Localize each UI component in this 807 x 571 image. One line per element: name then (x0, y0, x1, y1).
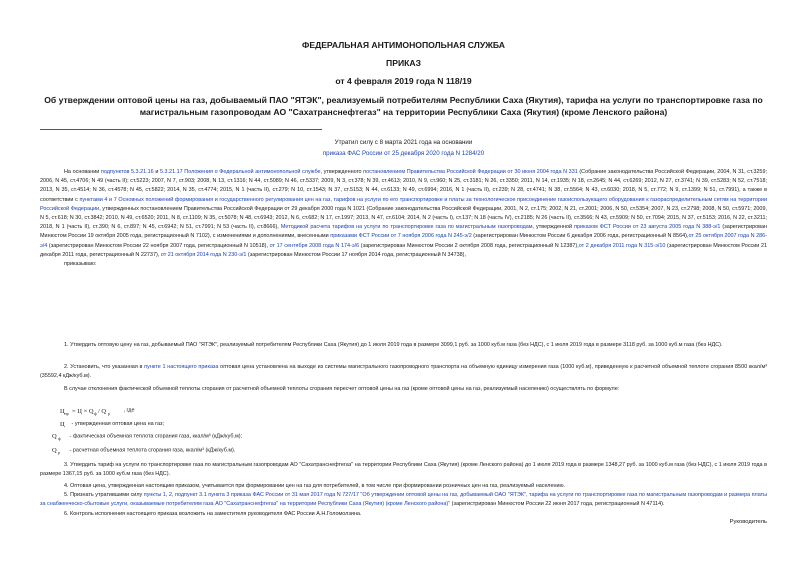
doc-type: ПРИКАЗ (386, 58, 421, 68)
svg-text:= Ц × Q: = Ц × Q (72, 408, 94, 415)
link-subparagraph-16[interactable]: подпунктов 5.3.21.16 (100, 169, 154, 175)
svg-text:Q: Q (52, 447, 57, 454)
link-fas-regulation[interactable]: 5.3.21.17 Положения о Федеральной антимонопольной службе (159, 169, 321, 175)
item-1 (40, 341, 767, 350)
preamble-text: (зарегистрирован Минюстом России 17 ноября 2014 года, регистрационный N 34738), (246, 251, 466, 258)
title-divider (40, 129, 322, 130)
link-fst-order-286[interactable]: от 25 октября 2007 года N 286-э/4 (40, 233, 767, 249)
svg-text:Q: Q (52, 433, 57, 440)
item-1-text: 1. Утвердить оптовую цену на газ, добываемый ПАО "ЯТЭК", реализуемый потребителям Республики Саха (Якутия) до 1 июля 2019 года в размере 3099,1 руб. за 1000 куб.м газа (без НДС), с 1 июля 2019 года в размере 3118 руб. за 1000 куб.м газа (без НДС). (64, 342, 723, 348)
item-5-text: , (165, 492, 169, 498)
symbol-price (60, 419, 70, 428)
item-4-text: 4. Оптовая цена, утвержденная настоящим приказом, учитывается при формировании цен на газ для потребителей, в том числе при формировании розничных цен на газ, реализуемый населению. (64, 483, 566, 489)
preamble-text: , утвержденного (320, 169, 364, 175)
preamble-text: (зарегистрирован Минюстом России 22 ноября 2007 года, регистрационный N 10518), (47, 242, 270, 249)
item-2-recalc (40, 385, 767, 394)
validity-note-line2[interactable]: приказа ФАС России от 25 декабря 2020 года N 1284/20 (322, 150, 485, 157)
svg-text:Ц: Ц (60, 408, 65, 415)
agency-name: ФЕДЕРАЛЬНАЯ АНТИМОНОПОЛЬНАЯ СЛУЖБА (302, 40, 505, 50)
preamble-text: и (153, 169, 160, 175)
item-5-text: 5. Признать утратившими силу (64, 492, 144, 498)
formula (60, 404, 134, 416)
doc-title: Об утверждении оптовой цены на газ, добываемый ПАО "ЯТЭК", реализуемый потребителям Республики Саха (Якутия), тарифа на услуги по транспортировке газа по магистральным газопроводам АО "Сахатранснефтегаз" на территории Республики Саха (Якутия) (кроме Ленского района) (44, 95, 763, 117)
link-fas-order-727[interactable]: подпункт 3.1 пункта 3 приказа ФАС России от 31 мая 2017 года N 727/17 "Об утверждении оптовой цены на газ, добываемый ОАО "ЯТЭК", тарифа на услуги по транспортировке газа по магистральным газопроводам и размера платы за снабженческо-сбытовые услуги, оказываемые потребителям газа АО "Сахатранснефтегаз" на территории Республики Саха (Якутия) (кроме Ленского района)" (40, 492, 767, 508)
symbol-actual-heat (52, 431, 68, 441)
item-6-text: 6. Контроль исполнения настоящего приказа возложить на заместителя руководителя ФАС России А.Н.Голомолзина. (64, 511, 362, 517)
preamble-text: (зарегистрирован Минюстом России 2 октября 2008 года, регистрационный N 12387), (359, 242, 579, 249)
definition-2 (52, 431, 242, 441)
link-tariff-methodology[interactable]: Методикой расчета тарифов на услуги по транспортировке газа по магистральным газопроводам (280, 224, 533, 231)
link-fst-order-174[interactable]: от 17 сентября 2008 года N 174-э/6 (269, 242, 360, 249)
link-fst-order-245[interactable]: приказами ФСТ России от 7 ноября 2006 года N 245-э/2 (330, 233, 472, 240)
item-4 (40, 482, 767, 491)
recalc-text: В случае отклонения фактической объемной теплоты сгорания от расчетной объемной теплоты сгорания пересчет оптовой цены на газ (кроме оптовой цены на газ, реализуемый населению) осуществлять по формуле: (64, 386, 620, 392)
svg-text:/ Q: / Q (98, 408, 107, 415)
link-point-1[interactable]: пункты 1 (143, 492, 166, 498)
signature: Руководитель (729, 519, 767, 525)
svg-text:ф: ф (94, 411, 97, 416)
link-point-2[interactable]: 2 (168, 492, 172, 498)
svg-text:р: р (108, 411, 110, 416)
item-3 (40, 461, 767, 479)
definition-3-text: - расчетная объемная теплота сгорания газа, ккал/м³ (кДж/куб.м). (69, 447, 236, 454)
formula-where: , где (123, 407, 135, 414)
item-5-text: (зарегистрирован Минюстом России 22 июня 2017 года, регистрационный N 47114). (450, 501, 665, 508)
svg-text:пр: пр (64, 411, 69, 416)
order-word: приказываю: (64, 261, 97, 268)
formula-image (60, 404, 122, 416)
definition-1-text: - утвержденная оптовая цена на газ; (71, 420, 164, 427)
preamble-text: На основании (64, 169, 101, 175)
link-basic-provisions[interactable]: пунктами 4 и 7 Основных положений формирования и государственного регулирования цен на газ, тарифов на услуги по его транспортировке и платы за технологическое присоединение газоиспользующего оборудования к газораспределительным сетям на территории Российской Федерации (40, 196, 767, 212)
definition-2-text: - фактическая объемная теплота сгорания газа, ккал/м³ (кДж/куб.м); (69, 433, 243, 440)
preamble-text: (зарегистрирован Минюстом России 19 октября 2005 года, регистрационный N 7102), с изменениями и дополнениями, внесенными (40, 224, 767, 240)
item-5-text: , (171, 492, 175, 498)
link-item-1[interactable]: пункте 1 настоящего приказа (144, 364, 219, 370)
link-fst-order-388[interactable]: приказом ФСТ России от 23 августа 2005 года N 388-э/1 (574, 224, 721, 231)
item-2 (40, 363, 767, 381)
svg-text:Ц: Ц (60, 421, 65, 428)
svg-text:ф: ф (58, 436, 61, 441)
preamble-text: , утвержденных постановлением Правительства Российской Федерации от 29 декабря 2000 года N 1021 (Собрание законодательства Российской Федерации, 2001, N 2, ст.175; 2002, N 21, ст.2001; 2006, N 50, ст.5354; 2007, N 23, ст.2798; 2008, N 50, ст.5971; 2009, N 5, ст.618; N 30, ст.3842; 2010, N 49, ст.6520; 2011, N 8, ст.1109; N 35, ст.5078; N 48, ст.6943; 2012, N 6, ст.682; N 17, ст.1997; 2013, N 47, ст.6104; 2014, N 2 (часть I), ст.137; N 18 (часть IV), ст.2185; N 26 (часть II), ст.3566; N 43, ст.5909; N 50, ст.7094; 2015, N 37, ст.5153; 2016, N 22, ст.3211; 2018, N 1 (часть II), ст.390; N 6, ст.897; N 45, ст.6942; N 51, ст.7991; N 53 (часть II), ст.8666), (40, 205, 767, 231)
definition-3 (52, 445, 235, 455)
preamble-text: (Собрание законодательства Российской Федерации, 2004, N 31, ст.3259; 2006, N 45, ст.4706; N 49 (часть II); ст.5223; 2007, N 7, ст.903; 2008, N 13, ст.1316; N 44, ст.5089; N 46, ст.5337; 2009, N 3, ст.378; N 39, ст.4613; 2010, N 9, ст.960; N 25, ст.3181; N 26, ст.3350; 2011, N 14, ст.1935; N 18, ст.2645; N 44, ст.6269; 2012, N 27, ст.3741; N 39, ст.5283; N 52, ст.7518; 2013, N 35, ст.4514; N 36, ст.4578; N 45, ст.5822; 2014, N 35, ст.4774; 2015, N 1 (часть II), ст.279; N 10, ст.1543; N 37, ст.5153; N 44, ст.6133; N 49, ст.6994; 2016, N 1 (часть II), ст.239; N 28, ст.4741; N 38, ст.5564; N 43, ст.6030; 2018, N 5, ст.772; N 9, ст.1399; N 51, ст.7991), а также в соответствии с (40, 169, 767, 203)
symbol-calculated-heat (52, 445, 68, 455)
link-fst-order-315[interactable]: от 2 декабря 2011 года N 315-э/10 (578, 242, 666, 249)
preamble-text: (зарегистрирован Минюстом России 6 декабря 2006 года, регистрационный N 8564), (471, 233, 689, 240)
definition-1 (60, 419, 164, 428)
preamble (40, 168, 767, 269)
preamble-text: , утвержденной (532, 224, 575, 231)
item-5 (40, 491, 767, 509)
item-2-text: 2. Установить, что указанная в (64, 364, 145, 370)
item-6 (40, 510, 767, 519)
item-2-text: оптовая цена установлена на выходе из системы магистрального газопроводного транспорта на объемную единицу измерения газа (1000 куб.м), приведенную к расчетной объемной теплоте сгорания 8500 ккал/м³ (35592,4 кДж/куб.м). (40, 364, 767, 380)
doc-date-number: от 4 февраля 2019 года N 118/19 (335, 76, 472, 86)
preamble-text: (зарегистрирован Минюстом России 21 декабря 2011 года, регистрационный N 22737), (40, 242, 767, 258)
svg-text:р: р (58, 450, 60, 455)
validity-note-line1: Утратил силу с 8 марта 2021 года на основании (334, 139, 473, 146)
link-fst-order-230[interactable]: от 21 октября 2014 года N 230-э/1 (160, 251, 247, 258)
item-3-text: 3. Утвердить тариф на услуги по транспортировке газа по магистральным газопроводам АО "Сахатранснефтегаз" на территории Республики Саха (Якутия) (кроме Ленского района) до 1 июля 2019 года в размере 1348,27 руб. за 1000 куб.м газа (без НДС), с 1 июля 2019 года в размере 1367,15 руб. за 1000 куб.м газа (без НДС). (40, 462, 767, 478)
link-government-resolution-331[interactable]: постановлением Правительства Российской Федерации от 30 июня 2004 года N 331 (363, 169, 578, 175)
validity-note-link[interactable] (0, 148, 807, 159)
